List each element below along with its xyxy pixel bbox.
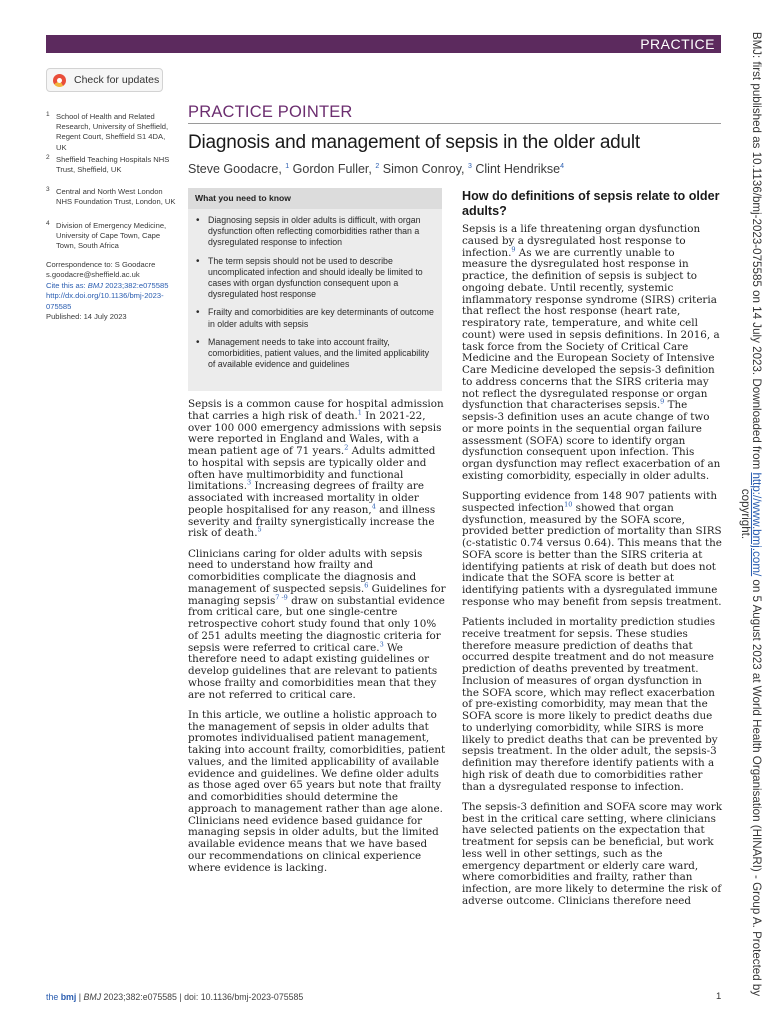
correspondence-email[interactable]: s.goodacre@sheffield.ac.uk	[46, 270, 140, 280]
journal-logo	[46, 992, 76, 1002]
download-notice-text	[732, 28, 762, 1000]
text-run: We therefore need to adapt existing guidelines or develop guidelines that are relevant to patients whose frailty and comorbidities mean that they are not referred to critical care.	[188, 641, 438, 701]
bmj-website-link[interactable]: http://www.bmj.com/	[750, 472, 763, 577]
text-run: and illness severity and frailty synergistically increase the risk of death.	[188, 503, 436, 540]
text-run: showed that organ dysfunction, measured by the SOFA score, provided better prediction of mortality than SIRS (c-statistic 0.74 versus 0.64). This means that the SOFA score is better than the SIRS criteria at identifying patients at risk of death but does not indicate that the SOFA score is better at identifying patients with a dysregulated immune response who may benefit from sepsis treatment.	[462, 501, 722, 608]
crossmark-icon	[53, 74, 66, 87]
logo-bmj: bmj	[60, 992, 77, 1002]
section-heading: How do definitions of sepsis relate to older adults?	[462, 189, 720, 218]
body-paragraph	[462, 491, 722, 609]
download-notice-line: copyright.	[739, 488, 752, 540]
body-paragraph: In this article, we outline a holistic approach to the management of sepsis in older adults that promotes individualised patient management, taking into account frailty, comorbidities, patient values, and the limited applicability of available evidence and guidelines. We define older adults as those aged over 65 years but note that frailty and comorbidities should determine the approach to management rather than age alone. Clinicians need evidence based guidance for managing sepsis in older adults, but the limited available evidence means that we have based our recommendations on clinical experience where evidence is lacking.	[188, 708, 446, 874]
text-run: Increasing degrees of frailty are associated with increased mortality in older people hospitalised for any reason,	[188, 480, 424, 516]
citation-ref[interactable]: 3	[247, 478, 252, 487]
page-number: 1	[716, 991, 722, 1002]
affiliation-number: 4	[46, 220, 50, 227]
check-for-updates-label: Check for updates	[74, 74, 160, 86]
affiliation-1	[46, 112, 176, 153]
text-run: draw on substantial evidence from critical care, but one single-centre retrospective cohort study found that only 10% of 251 adults meeting the diagnostic criteria for sepsis were referred to critical care.	[188, 594, 445, 654]
text-run: Guidelines for managing sepsis	[188, 582, 446, 607]
citation-ref[interactable]: 2	[344, 443, 349, 452]
body-paragraph	[188, 399, 448, 540]
logo-the: the	[46, 992, 61, 1002]
author-name: Clint Hendrikse	[475, 162, 561, 176]
citation-ref[interactable]: 10	[564, 500, 573, 509]
published-date: Published: 14 July 2023	[46, 312, 127, 322]
key-points-box	[188, 188, 442, 391]
notice-text: BMJ: first published as 10.1136/bmj-2023-075585 on 14 July 2023. Downloaded from	[750, 31, 763, 473]
author-affiliation-ref[interactable]: 1	[285, 162, 290, 170]
key-point: • Management needs to take into account frailty, comorbidities, patient values, and the limited applicability of available evidence and guidelines	[195, 337, 436, 371]
citation-ref[interactable]: 3	[379, 640, 384, 649]
citation-ref[interactable]: 1	[357, 408, 362, 417]
affiliation-4	[46, 221, 176, 252]
article-meta	[46, 260, 186, 322]
citation-ref[interactable]: 9	[511, 245, 516, 254]
author-name: Steve Goodacre,	[188, 162, 286, 176]
article-title: Diagnosis and management of sepsis in the older adult	[188, 132, 641, 153]
text-run: The sepsis-3 definition uses an acute change of two or more points in the sequential organ failure assessment (SOFA) score to identify organ dysfunction consequent upon infection. This organ dysfunction may reflect exacerbation of an existing comorbidity, especially in older adults.	[462, 399, 721, 482]
citation-ref[interactable]: 7 -9	[275, 593, 288, 602]
footer-journal: BMJ	[83, 992, 102, 1002]
notice-text: on 5 August 2023 at World Health Organisation (HINARI) - Group A. Protected by	[750, 576, 763, 997]
left-body-column	[188, 399, 448, 883]
doi-link[interactable]: http://dx.doi.org/10.1136/bmj-2023-075585	[46, 291, 164, 311]
key-point: • Frailty and comorbidities are key determinants of outcome in older adults with sepsis	[195, 307, 436, 329]
text-run: Sepsis is a common cause for hospital admission that carries a high risk of death.	[188, 398, 444, 422]
text-run: As we are currently unable to measure the dysregulated host response in practice, the definition of sepsis is subject to ongoing debate. Until recently, systemic inflammatory response syndrome (SIRS) criteria that reflect the host response (heart rate, respiratory rate, temperature, and white cell count) were used in sepsis definitions. In 2016, a task force from the Society of Critical Care Medicine and the European Society of Intensive Care Medicine developed the sepsis-3 definition to address concerns that the SIRS criteria may not reflect the dysregulated response or organ dysfunction that characterises sepsis.	[462, 246, 720, 412]
text-run: Adults admitted to hospital with sepsis are typically older and often have multimorbidity and functional limitations.	[188, 445, 436, 493]
text-run: Sepsis is a life threatening organ dysfunction caused by a dysregulated host response to infection.	[462, 223, 701, 259]
footer-separator: |	[76, 992, 84, 1002]
key-points-heading: What you need to know	[188, 188, 442, 209]
key-point: • Diagnosing sepsis in older adults is difficult, with organ dysfunction often reflecting comorbidities rather than a dysregulated response to infection	[195, 215, 436, 249]
affiliation-text: School of Health and Related Research, University of Sheffield, Regent Court, Sheffield S1 4DA, UK	[56, 112, 169, 152]
affiliation-text: Central and North West London NHS Foundation Trust, London, UK	[56, 187, 176, 207]
citation-ref[interactable]: 6	[364, 581, 369, 590]
author-list	[188, 162, 564, 176]
page-footer	[46, 992, 303, 1002]
author-name: Gordon Fuller,	[292, 162, 376, 176]
author-affiliation-ref[interactable]: 2	[375, 162, 380, 170]
affiliation-number: 2	[46, 154, 50, 161]
text-run: In 2021-22, over 100 000 emergency admissions with sepsis were reported in England and Wales, with a mean patient age of 71 years.	[188, 409, 442, 457]
text-run: Clinicians caring for older adults with sepsis need to understand how frailty and comorbidities complicate the diagnosis and management of suspected sepsis.	[188, 547, 423, 595]
right-body-column	[462, 224, 722, 916]
citation-ref[interactable]: 5	[257, 525, 262, 534]
author-affiliation-ref[interactable]: 3	[467, 162, 472, 170]
affiliation-2	[46, 155, 176, 175]
section-bar	[46, 35, 721, 53]
text-run: Supporting evidence from 148 907 patients with suspected infection	[462, 490, 718, 514]
affiliation-3	[46, 187, 176, 207]
body-paragraph	[462, 224, 722, 483]
check-for-updates-button[interactable]	[46, 68, 163, 92]
author-affiliation-ref[interactable]: 4	[560, 162, 565, 170]
affiliation-number: 3	[46, 186, 50, 193]
download-notice	[732, 28, 762, 1000]
citation-ref[interactable]: 4	[371, 502, 376, 511]
author-name: Simon Conroy,	[382, 162, 468, 176]
body-paragraph: Patients included in mortality prediction studies receive treatment for sepsis. These studies therefore measure prediction of deaths that occurred despite treatment and do not measure prediction of deaths prevented by treatment. Inclusion of measures of organ dysfunction in the SOFA score, which may reflect exacerbation of pre-existing comorbidity, may mean that the SOFA score is more likely to predict deaths due to underlying comorbidity, while SIRS is more likely to predict deaths that can be prevented by sepsis treatment. In the older adult, the sepsis-3 definition may therefore identify patients with a high risk of death due to comorbidities rather than a dysregulated response to infection.	[462, 616, 718, 793]
key-points-list	[188, 209, 442, 370]
body-paragraph: The sepsis-3 definition and SOFA score may work best in the critical care setting, where clinicians have selected patients on the expectation that treatment for sepsis can be beneficial, but work less well in other settings, such as the emergency department or elderly care ward, where comorbidities and frailty, rather than infection, are more likely to determine the risk of adverse outcome. Clinicians therefore need	[462, 800, 722, 907]
cite-this-as: Cite this as: BMJ 2023;382:e075585	[46, 280, 169, 290]
affiliation-text: Division of Emergency Medicine, University of Cape Town, Cape Town, South Africa	[56, 221, 167, 251]
section-bar-label: PRACTICE	[640, 36, 715, 52]
citation-ref[interactable]: 9	[660, 397, 665, 406]
download-notice-line	[751, 28, 762, 1000]
footer-reference: 2023;382:e075585 | doi: 10.1136/bmj-2023-075585	[101, 992, 304, 1002]
key-point: • The term sepsis should not be used to describe uncomplicated infection and should ideally be limited to cases with organ dysfunction consequent upon a dysregulated host response	[195, 256, 436, 301]
correspondence: Correspondence to: S Goodacre	[46, 260, 156, 269]
article-type-label: PRACTICE POINTER	[188, 103, 353, 121]
body-paragraph	[188, 549, 448, 702]
header-divider	[188, 123, 721, 124]
affiliation-number: 1	[46, 111, 50, 118]
affiliation-text: Sheffield Teaching Hospitals NHS Trust, Sheffield, UK	[56, 155, 170, 175]
